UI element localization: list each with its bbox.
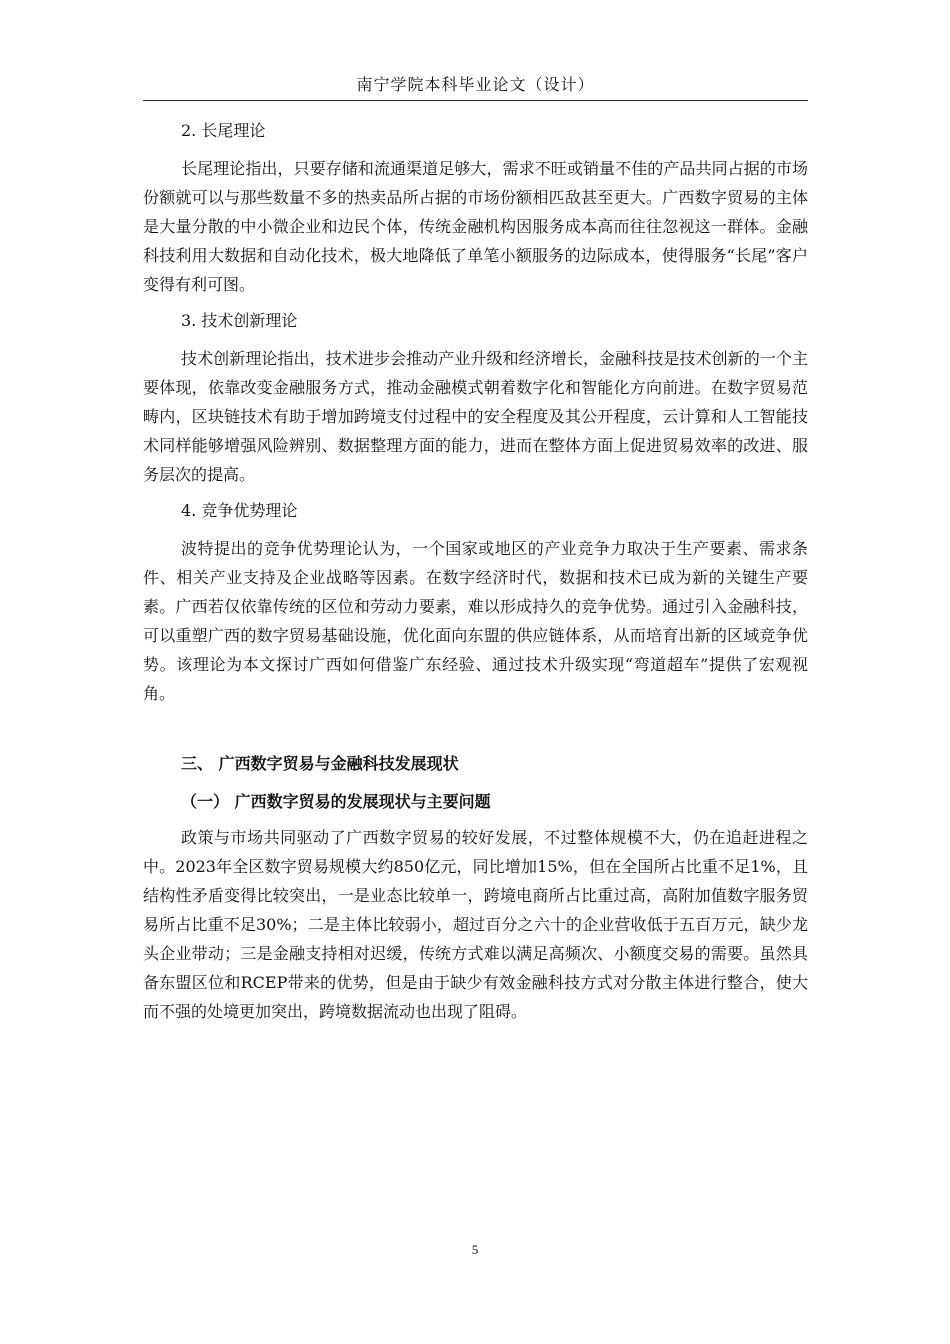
section-spacer xyxy=(143,713,808,747)
heading-long-tail-theory: 2. 长尾理论 xyxy=(181,121,266,140)
paragraph-digital-trade-status: 政策与市场共同驱动了广西数字贸易的较好发展，不过整体规模不大，仍在追赶进程之中。2023年全区数字贸易规模大约850亿元，同比增加15%，但在全国所占比重不足1%，且结构性矛盾变得比较突出，一是业态比较单一，跨境电商所占比重过高，高附加值数字服务贸易所占比重不足30%；二是主体比较弱小，超过百分之六十的企业营收低于五百万元，缺少龙头企业带动；三是金融支持相对迟缓，传统方式难以满足高频次、小额度交易的需要。虽然具备东盟区位和RCEP带来的优势，但是由于缺少有效金融科技方式对分散主体进行整合，使大而不强的处境更加突出，跨境数据流动也出现了阻碍。 xyxy=(143,828,808,1021)
page-header: 南宁学院本科毕业论文（设计） xyxy=(356,75,595,94)
page-body xyxy=(143,114,808,1031)
paragraph-technology-innovation-theory: 技术创新理论指出，技术进步会推动产业升级和经济增长，金融科技是技术创新的一个主要体现，依靠改变金融服务方式，推动金融模式朝着数字化和智能化方向前进。在数字贸易范畴内，区块链技术有助于增加跨境支付过程中的安全程度及其公开程度，云计算和人工智能技术同样能够增强风险辨别、数据整理方面的能力，进而在整体方面上促进贸易效率的改进、服务层次的提高。 xyxy=(143,349,808,484)
heading-technology-innovation-theory: 3. 技术创新理论 xyxy=(181,311,298,330)
paragraph-long-tail-theory: 长尾理论指出，只要存储和流通渠道足够大，需求不旺或销量不佳的产品共同占据的市场份额就可以与那些数量不多的热卖品所占据的市场份额相匹敌甚至更大。广西数字贸易的主体是大量分散的中小微企业和边民个体，传统金融机构因服务成本高而往往忽视这一群体。金融科技利用大数据和自动化技术，极大地降低了单笔小额服务的边际成本，使得服务“长尾”客户变得有利可图。 xyxy=(143,159,808,294)
page-number: 5 xyxy=(471,1242,479,1257)
section-heading-three: 三、 广西数字贸易与金融科技发展现状 xyxy=(181,754,459,773)
subsection-heading-one: （一） 广西数字贸易的发展现状与主要问题 xyxy=(181,792,491,811)
paragraph-competitive-advantage-theory: 波特提出的竞争优势理论认为，一个国家或地区的产业竞争力取决于生产要素、需求条件、相关产业支持及企业战略等因素。在数字经济时代，数据和技术已成为新的关键生产要素。广西若仅依靠传统的区位和劳动力要素，难以形成持久的竞争优势。通过引入金融科技，可以重塑广西的数字贸易基础设施，优化面向东盟的供应链体系，从而培育出新的区域竞争优势。该理论为本文探讨广西如何借鉴广东经验、通过技术升级实现“弯道超车”提供了宏观视角。 xyxy=(143,539,808,703)
header-divider xyxy=(143,100,808,101)
heading-competitive-advantage-theory: 4. 竞争优势理论 xyxy=(181,501,298,520)
